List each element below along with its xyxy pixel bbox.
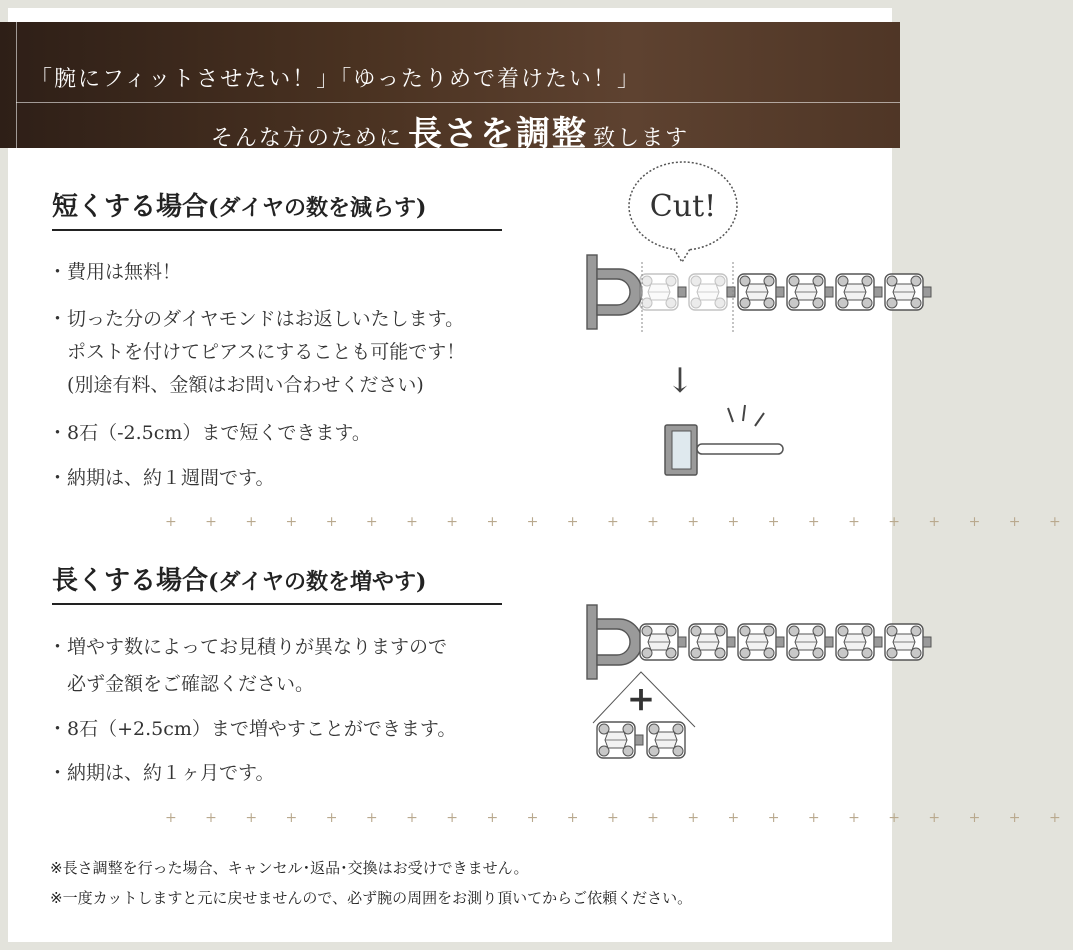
shorten-title-sub: (ダイヤの数を減らす) xyxy=(208,195,427,221)
shorten-bullet: ・切った分のダイヤモンドはお返しいたします。 xyxy=(48,308,465,330)
diamond-link xyxy=(885,274,923,310)
banner-line-2-b: 長さを調整 xyxy=(408,114,588,154)
extra-diamond-links xyxy=(597,722,685,758)
shorten-bullet: ポストを付けてピアスにすることも可能です！ xyxy=(48,341,466,363)
bracelet-chain-bottom xyxy=(587,605,931,679)
banner-line-1: 「腕にフィットさせたい！」「ゆったりめで着けたい！」 xyxy=(30,67,642,92)
diamond-link xyxy=(738,274,776,310)
diamond-link xyxy=(787,624,825,660)
cut-speech-bubble xyxy=(629,162,737,262)
plus-icon: + xyxy=(626,679,656,719)
diamond-link xyxy=(885,624,923,660)
banner-line-2-c: 致します xyxy=(593,126,690,151)
diamond-link xyxy=(689,624,727,660)
diamond-link xyxy=(640,624,678,660)
cut-text: Cut! xyxy=(649,189,717,224)
clasp-icon xyxy=(587,255,642,329)
diamond-link xyxy=(738,624,776,660)
bracelet-chain-top xyxy=(587,255,931,329)
diamond-link xyxy=(836,274,874,310)
diamond-link xyxy=(836,624,874,660)
shorten-bullet: ・納期は、約１週間です。 xyxy=(48,467,275,489)
diamond-link xyxy=(787,274,825,310)
banner-line-2-a: そんな方のために xyxy=(210,126,403,151)
earring-post-icon xyxy=(665,405,783,475)
diamond-link xyxy=(597,722,635,758)
lengthen-bullet: ・8石（+2.5cm）まで増やすことができます。 xyxy=(48,718,457,740)
down-arrow-icon: ↓ xyxy=(665,361,695,401)
footnote: ※長さ調整を行った場合、キャンセル･返品･交換はお受けできません。 xyxy=(50,859,529,877)
diamond-link xyxy=(689,274,727,310)
shorten-bullet: ・費用は無料！ xyxy=(48,261,182,283)
lengthen-bullet: 必ず金額をご確認ください。 xyxy=(48,673,315,695)
divider-dots: + + + + + + + + + + + + + + + + + + + + + + + xyxy=(165,514,1073,530)
shorten-bullet: (別途有料、金額はお問い合わせください) xyxy=(48,374,424,396)
lengthen-title-sub: (ダイヤの数を増やす) xyxy=(208,569,427,595)
lengthen-bullet: ・納期は、約１ヶ月です。 xyxy=(48,762,275,784)
shorten-bullet: ・8石（-2.5cm）まで短くできます。 xyxy=(48,422,371,444)
clasp-icon xyxy=(587,605,642,679)
lengthen-bullet: ・増やす数によってお見積りが異なりますので xyxy=(48,636,448,658)
lengthen-title: 長くする場合 xyxy=(52,566,209,596)
diamond-link xyxy=(640,274,678,310)
divider-dots: + + + + + + + + + + + + + + + + + + + + + + + xyxy=(165,810,1073,826)
shorten-title: 短くする場合 xyxy=(52,192,209,222)
diamond-link xyxy=(647,722,685,758)
footnote: ※一度カットしますと元に戻せませんので、必ず腕の周囲をお測り頂いてからご依頼ください。 xyxy=(50,889,693,907)
add-links-icon xyxy=(593,672,695,727)
